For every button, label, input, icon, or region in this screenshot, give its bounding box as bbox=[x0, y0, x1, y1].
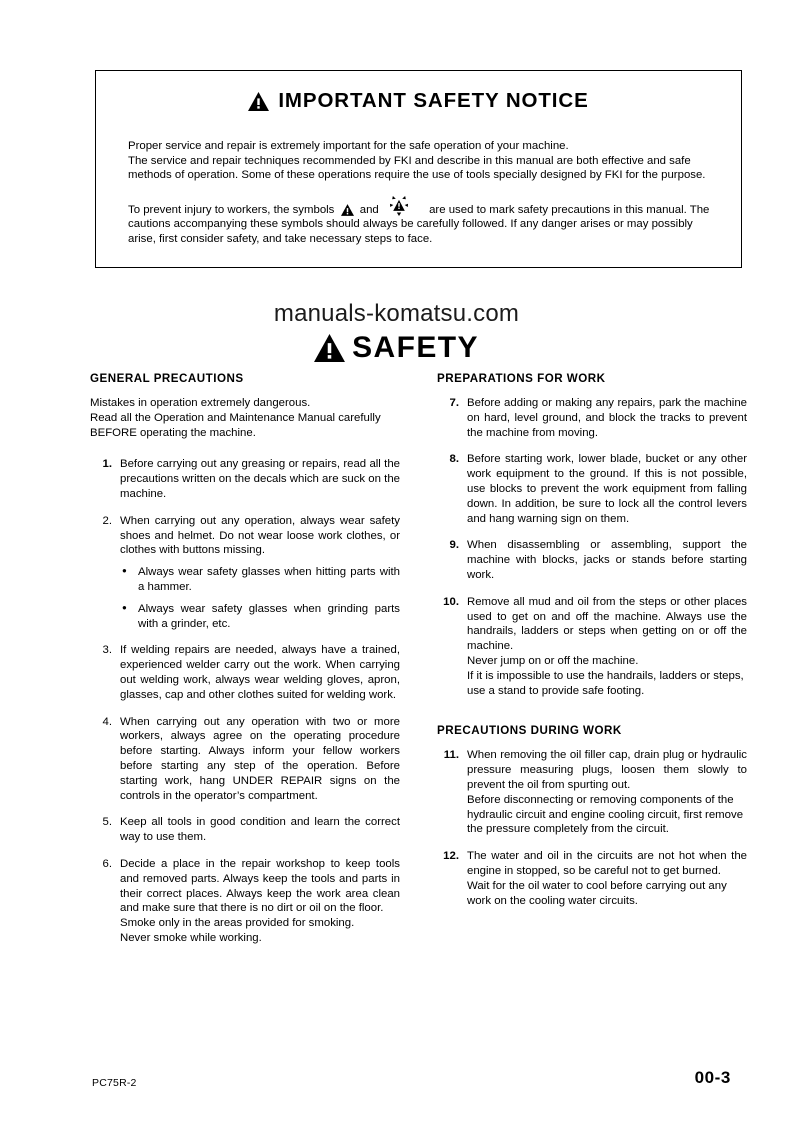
page-title-text: SAFETY bbox=[352, 331, 479, 364]
item-text: When carrying out any operation with two or more workers, always agree on the operating procedure before starting. Always inform your fellow workers before starting any step of the operation. Before starting work, hang UNDER REPAIR signs on the controls in the operator’s compartment. bbox=[120, 715, 400, 802]
notice-paragraph-2-part-2: are used to mark safety precautions in this manual. The cautions accompanying these symbols should always be carefully followed. If any danger arises or may possibly arise, first consider safety, and take necessary steps to face. bbox=[128, 203, 710, 245]
list-item bbox=[90, 643, 400, 702]
item-extra-line: Before disconnecting or removing components of the hydraulic circuit and engine cooling circuit, first remove the pressure completely from the circuit. bbox=[467, 793, 744, 836]
notice-title-row bbox=[96, 89, 741, 113]
list-item bbox=[90, 514, 400, 632]
item-text: Keep all tools in good condition and learn the correct way to use them. bbox=[120, 816, 400, 844]
item-text: Before starting work, lower blade, bucket or any other work equipment to the ground. If this is not possible, use blocks to prevent the work equipment from falling down. In addition, be sure to lock all the control levers and hang warning sign on them. bbox=[467, 453, 747, 525]
notice-paragraph-2-conjunction: and bbox=[359, 203, 379, 216]
list-item bbox=[437, 748, 747, 837]
item-number: 2. bbox=[102, 514, 112, 527]
list-item bbox=[437, 595, 747, 699]
notice-title: IMPORTANT SAFETY NOTICE bbox=[278, 89, 589, 112]
general-precautions-intro bbox=[90, 396, 400, 440]
list-item bbox=[437, 396, 747, 440]
section-title-general-precautions: GENERAL PRECAUTIONS bbox=[90, 372, 244, 385]
list-item bbox=[90, 457, 400, 501]
section-title-preparations-for-work: PREPARATIONS FOR WORK bbox=[437, 372, 606, 385]
intro-line-1: Mistakes in operation extremely dangerous. bbox=[90, 397, 311, 409]
item-number: 1. bbox=[102, 458, 112, 471]
right-column bbox=[437, 372, 747, 920]
item-extra-line: Smoke only in the areas provided for smoking. bbox=[120, 917, 355, 930]
item-extra-line: Never jump on or off the machine. bbox=[467, 654, 639, 667]
content-columns bbox=[0, 372, 793, 1012]
item-number: 5. bbox=[102, 816, 112, 829]
section-title-precautions-during-work: PRECAUTIONS DURING WORK bbox=[437, 724, 622, 738]
item-text: Before adding or making any repairs, park the machine on hard, level ground, and block the tracks to prevent the machine from moving. bbox=[467, 397, 747, 439]
warning-triangle-icon bbox=[314, 334, 345, 362]
warning-triangle-burst-icon bbox=[388, 196, 410, 216]
item-text: Decide a place in the repair workshop to keep tools and removed parts. Always keep the tools and parts in their correct places. Always keep the work area clean and make sure that there is no dirt or oil on the floor. bbox=[120, 857, 400, 915]
item-number: 6. bbox=[102, 857, 112, 870]
notice-paragraph-1-line-2: The service and repair techniques recommended by FKI and describe in this manual are both effective and safe methods of operation. Some of these operations require the use of tools specially designed by FKI for the purpose. bbox=[128, 154, 706, 182]
left-column bbox=[90, 372, 400, 958]
item-number: 3. bbox=[102, 644, 112, 657]
item-text: When disassembling or assembling, support the machine with blocks, jacks or stands before starting work. bbox=[467, 539, 747, 581]
notice-paragraph-1-line-1: Proper service and repair is extremely important for the safe operation of your machine. bbox=[128, 140, 569, 152]
item-extra-line: Never smoke while working. bbox=[120, 931, 262, 944]
item-text: When carrying out any operation, always wear safety shoes and helmet. Do not wear loose work clothes, or clothes with buttons missing. bbox=[120, 514, 400, 557]
item-extra-line: If it is impossible to use the handrails, ladders or steps, use a stand to provide safe footing. bbox=[467, 669, 744, 697]
precautions-during-work-list bbox=[437, 748, 747, 908]
intro-line-2: Read all the Operation and Maintenance Manual carefully BEFORE operating the machine. bbox=[90, 411, 381, 439]
notice-paragraph-2-part-1: To prevent injury to workers, the symbols bbox=[128, 203, 335, 216]
preparations-for-work-list bbox=[437, 396, 747, 698]
item-number: 7. bbox=[449, 397, 459, 409]
notice-paragraph-2 bbox=[128, 196, 711, 247]
list-item bbox=[90, 715, 400, 804]
item-number: 11. bbox=[443, 749, 459, 762]
list-item: ● Always wear safety glasses when grinding parts with a grinder, etc. bbox=[120, 602, 400, 632]
footer-page-number: 00-3 bbox=[694, 1068, 731, 1087]
warning-triangle-icon bbox=[341, 204, 354, 216]
item-bullet-list bbox=[120, 565, 400, 631]
item-text: Remove all mud and oil from the steps or other places used to get on and off the machine. Always use the handrails, ladders or steps when getting on or off the machine. bbox=[467, 595, 747, 653]
important-safety-notice-box bbox=[95, 70, 742, 268]
notice-body bbox=[128, 139, 711, 247]
item-text: Before carrying out any greasing or repairs, read all the precautions written on the decals which are suck on the machine. bbox=[120, 458, 400, 500]
list-item bbox=[90, 857, 400, 946]
watermark-url: manuals-komatsu.com bbox=[273, 300, 520, 327]
item-extra-line: Wait for the oil water to cool before carrying out any work on the cooling water circuits. bbox=[467, 879, 727, 907]
item-number: 10. bbox=[443, 595, 459, 608]
item-text: The water and oil in the circuits are not hot when the engine in stopped, so be careful not to get burned. bbox=[467, 850, 747, 877]
general-precautions-list bbox=[90, 457, 400, 945]
item-text: If welding repairs are needed, always have a trained, experienced welder carry out the work. When carrying out welding work, always wear welding gloves, apron, glasses, cap and other clothes suited for welding work. bbox=[120, 644, 400, 701]
footer-model: PC75R-2 bbox=[92, 1077, 137, 1089]
list-item bbox=[437, 849, 747, 908]
page-title bbox=[0, 331, 793, 365]
list-item bbox=[437, 538, 747, 582]
item-number: 4. bbox=[102, 715, 112, 728]
warning-triangle-icon bbox=[248, 92, 269, 111]
item-number: 9. bbox=[449, 539, 459, 552]
item-text: When removing the oil filler cap, drain plug or hydraulic pressure measuring plugs, loosen them slowly to prevent the oil from spurting out. bbox=[467, 749, 747, 791]
item-number: 8. bbox=[449, 453, 459, 466]
list-item: ● Always wear safety glasses when hitting parts with a hammer. bbox=[120, 565, 400, 595]
list-item bbox=[437, 452, 747, 526]
item-number: 12. bbox=[443, 850, 459, 863]
list-item bbox=[90, 815, 400, 845]
